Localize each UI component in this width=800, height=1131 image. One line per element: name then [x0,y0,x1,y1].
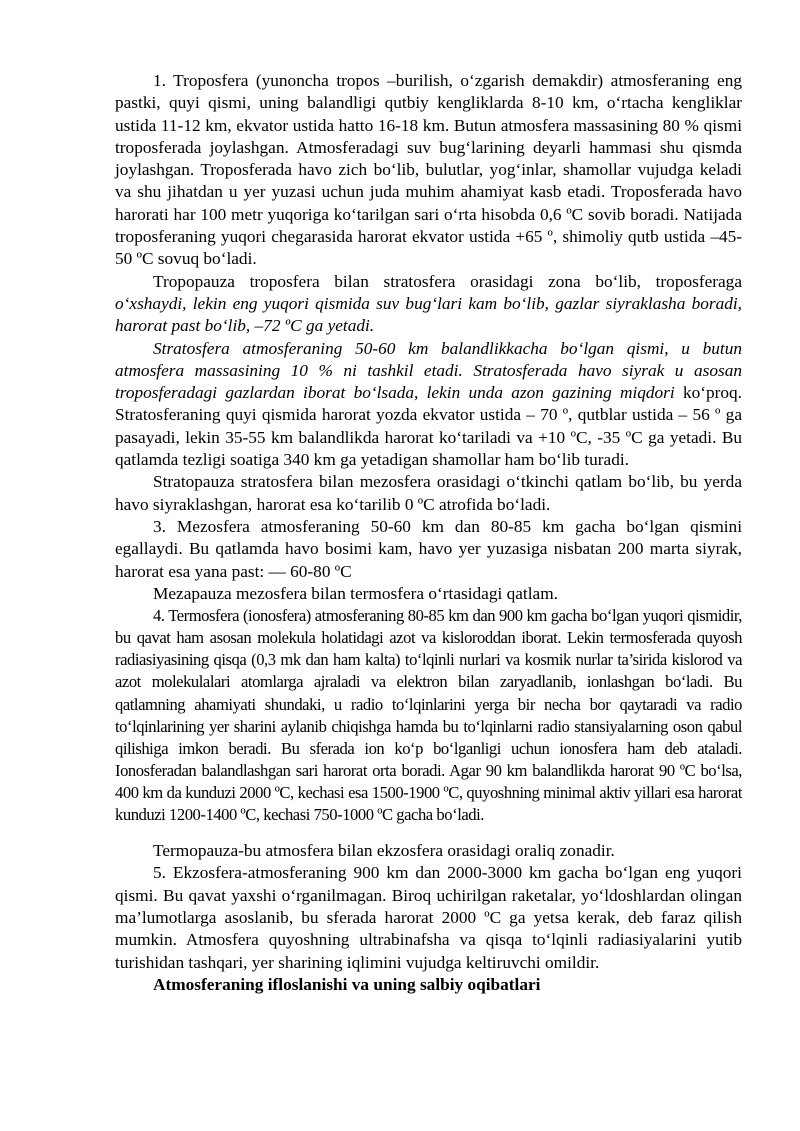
paragraph-ekzosfera: 5. Ekzosfera-atmosferaning 900 km dan 2000-3000 km gacha bo‘lgan eng yuqori qismi. Bu qavat yaxshi o‘rganilmagan. Biroq uchirilgan raketalar, yo‘ldoshlardan olingan ma’lumotlarga asoslanib, bu sferada harorat 2000 ºC ga yetsa kerak, deb faraz qilish mumkin. Atmosfera quyoshning ultrabinafsha va qisqa to‘lqinli radiasiyalarini yutib turishidan tashqari, yer sharining iqlimini vujudga keltiruvchi omildir. [115,863,742,972]
paragraph-mezapauza: Mezapauza mezosfera bilan termosfera o‘rtasidagi qatlam. [153,583,558,603]
paragraph-stratosfera [115,338,742,472]
paragraph-troposfera: 1. Troposfera (yunoncha tropos –burilish, o‘zgarish demakdir) atmosferaning eng pastki, quyi qismi, uning balandligi qutbiy kengliklarda 8-10 km, o‘rtacha kengliklar ustida 11-12 km, ekvator ustida hatto 16-18 km. Butun atmosfera massasining 80 % qismi troposferada joylashgan. Atmosferadagi suv bug‘larining deyarli hammasi shu qismda joylashgan. Troposferada havo zich bo‘lib, bulutlar, yog‘inlar, shamollar vujudga keladi va shu jihatdan u yer yuzasi uchun juda muhim ahamiyat kasb etadi. Troposferada havo harorati har 100 metr yuqoriga ko‘tarilgan sari o‘rta hisobda 0,6 ºC sovib boradi. Natijada troposferaning yuqori chegarasida harorat ekvator ustida +65 º, shimoliy qutb ustida –45-50 ºC sovuq bo‘ladi. [115,71,742,269]
paragraph-tropopauza [115,271,742,338]
tropopauza-italic-text: o‘xshaydi, lekin eng yuqori qismida suv bug‘lari kam bo‘lib, gazlar siyraklasha boradi, harorat past bo‘lib, –72 ºC ga yetadi. [115,293,742,336]
section-heading: Atmosferaning ifloslanishi va uning salbiy oqibatlari [153,974,541,994]
stratosfera-regular-text: ko‘proq. Stratosferaning quyi qismida harorat yozda ekvator ustida – 70 º, qutblar ustida – 56 º ga pasayadi, lekin 35-55 km balandlikda harorat ko‘tariladi va +10 ºC, -35 ºC ga yetadi. Bu qatlamda tezligi soatiga 340 km ga yetadigan shamollar ham bo‘lib turadi. [115,383,742,470]
stratosfera-italic-text: Stratosfera atmosferaning 50-60 km balandlikkacha bo‘lgan qismi, u butun atmosfera massasining 10 % ni tashkil etadi. Stratosferada havo siyrak u asosan troposferadagi gazlardan iborat bo‘lsada, lekin unda azon gazining miqdori [115,338,742,403]
paragraph-termosfera: 4. Termosfera (ionosfera) atmosferaning 80-85 km dan 900 km gacha bo‘lgan yuqori qismidir, bu qavat ham asosan molekula holatidagi azot va kisloroddan iborat. Lekin termosferada quyosh radiasiyasining qisqa (0,3 mk dan ham kalta) to‘lqinli nurlari va kosmik nurlar ta’sirida kislorod va azot molekulalari atomlarga ajraladi va elektron bilan zaryadlanib, ionlashgan bo‘ladi. Bu qatlamning ahamiyati shundaki, u radio to‘lqinlarini yerga bir necha bor qaytaradi va radio to‘lqinlarining yer sharini aylanib chiqishga hamda bu to‘lqinlarni radio stansiyalarning oson qabul qilishiga imkon beradi. Bu sferada ion ko‘p bo‘lganligi uchun ionosfera ham deb ataladi. Ionosferadan balandlashgan sari harorat orta boradi. Agar 90 km balandlikda harorat 90 ºC bo‘lsa, 400 km da kunduzi 2000 ºC, kechasi esa 1500-1900 ºC, quyoshning minimal aktiv yillari esa harorat kunduzi 1200-1400 ºC, kechasi 750-1000 ºC gacha bo‘ladi. [115,606,742,824]
paragraph-termopauza: Termopauza-bu atmosfera bilan ekzosfera orasidagi oraliq zonadir. [153,841,615,861]
paragraph-mezosfera: 3. Mezosfera atmosferaning 50-60 km dan 80-85 km gacha bo‘lgan qismini egallaydi. Bu qatlamda havo bosimi kam, havo yer yuzasiga nisbatan 200 marta siyrak, harorat esa yana past: — 60-80 ºC [115,516,742,581]
tropopauza-regular-text: Tropopauza troposfera bilan stratosfera orasidagi zona bo‘lib, troposferaga [153,271,742,291]
paragraph-stratopauza: Stratopauza stratosfera bilan mezosfera orasidagi o‘tkinchi qatlam bo‘lib, bu yerda havo siyraklashgan, harorat esa ko‘tarilib 0 ºC atrofida bo‘ladi. [115,472,742,514]
